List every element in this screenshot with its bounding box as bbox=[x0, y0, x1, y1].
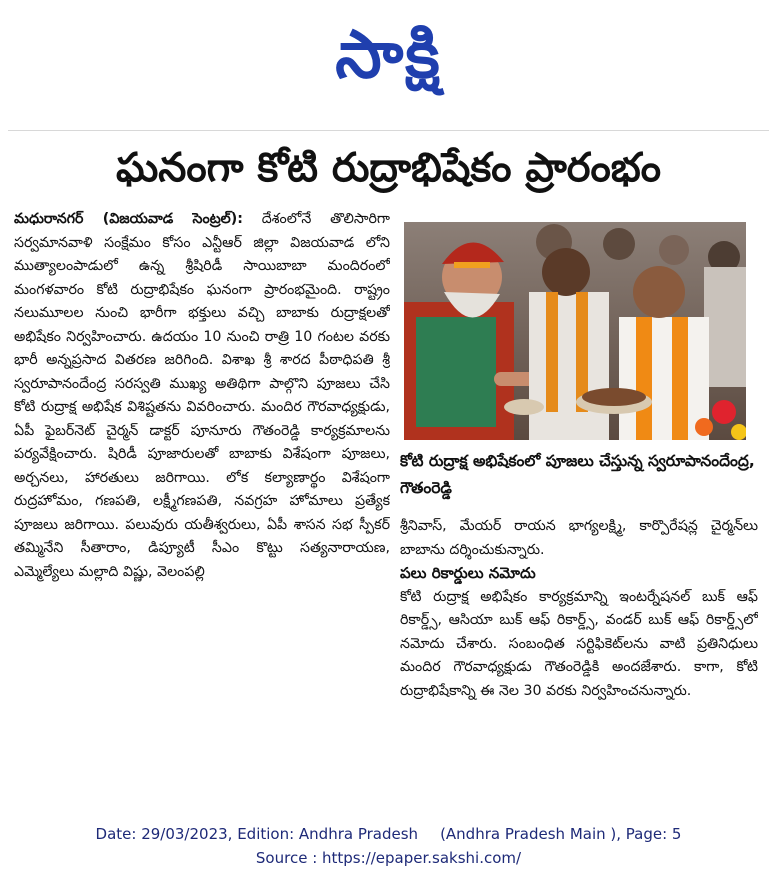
article-dateline: మధురానగర్ (విజయవాడ సెంట్రల్): bbox=[14, 211, 243, 227]
footer-line-1 bbox=[0, 822, 777, 846]
logo-text: సాక్షి bbox=[335, 16, 442, 93]
top-divider bbox=[8, 130, 769, 131]
footer-date-edition: Date: 29/03/2023, Edition: Andhra Pradesh bbox=[95, 825, 419, 843]
article-body-left bbox=[14, 208, 390, 804]
footer-page-info: (Andhra Pradesh Main ), Page: 5 bbox=[440, 825, 682, 843]
article-photo bbox=[404, 222, 746, 440]
article-headline: ఘనంగా కోటి రుద్రాభిషేకం ప్రారంభం bbox=[115, 145, 662, 191]
article-body-right bbox=[400, 515, 758, 805]
masthead-logo bbox=[0, 10, 777, 100]
article-body-right-text-2: కోటి రుద్రాక్ష అభిషేకం కార్యక్రమాన్ని ఇంటర్నేషనల్ బుక్ ఆఫ్ రికార్డ్స్, ఆసియా బుక్ ఆఫ్ రికార్డ్స్, వండర్ బుక్ ఆఫ్ రికార్డ్స్‌లో నమోదు చేశారు. సంబంధిత సర్టిఫికెట్‌లను వాటి ప్రతినిధులు మందిర గౌరవాధ్యక్షుడు గౌతంరెడ్డికి అందజేశారు. కాగా, కోటి రుద్రాభిషేకాన్ని ఈ నెల 30 వరకు నిర్వహించనున్నారు. bbox=[400, 588, 758, 699]
article-subhead: పలు రికార్డులు నమోదు bbox=[400, 564, 536, 582]
footer bbox=[0, 822, 777, 870]
footer-source: Source : https://epaper.sakshi.com/ bbox=[255, 849, 522, 867]
article-body-right-text: శ్రీనివాస్, మేయర్ రాయన భాగ్యలక్ష్మి, కార్పొరేషన్ల చైర్మన్‌లు బాబాను దర్శించుకున్నారు. bbox=[400, 518, 758, 558]
article-body-left-text: దేశంలోనే తొలిసారిగా సర్వమానవాళి సంక్షేమం కోసం ఎన్టీఆర్ జిల్లా విజయవాడ లోని ముత్యాలంపాడులో ఉన్న శ్రీషిరిడీ సాయిబాబా మందిరంలో మంగళవారం కోటి రుద్రాభిషేకం ఘనంగా ప్రారంభమైంది. రాష్ట్రం నలుమూలల నుంచి భారీగా భక్తులు వచ్చి బాబాకు రుద్రాక్షలతో అభిషేకం నిర్వహించారు. ఉదయం 10 నుంచి రాత్రి 10 గంటల వరకు భారీ అన్నప్రసాద వితరణ జరిగింది. విశాఖ శ్రీ శారద పీఠాధిపతి శ్రీ స్వరూపానందేంద్ర సరస్వతి ముఖ్య అతిథిగా పాల్గొని పూజలు చేసి కోటి రుద్రాక్ష అభిషేక విశిష్టతను వివరించారు. మందిర గౌరవాధ్యక్షుడు, ఏపీ ఫైబర్‌నెట్ చైర్మన్ డాక్టర్ పూనూరు గౌతంరెడ్డి కార్యక్రమాలను పర్యవేక్షించారు. షిరిడీ పూజారులతో బాబాకు విశేషంగా పూజలు, అర్చనలు, హారతులు జరిగాయి. లోక కల్యాణార్థం విశేషంగా రుద్రహోమం, గణపతి, లక్ష్మీగణపతి, నవగ్రహ హోమాలు ప్రత్యేక పూజలు జరిగాయి. పలువురు యతీశ్వరులు, ఏపీ శాసన సభ స్పీకర్ తమ్మినేని సీతారాం, డిప్యూటీ సీఎం కొట్టు సత్యనారాయణ, ఎమ్మెల్యేలు మల్లాది విష్ణు, వెలంపల్లి bbox=[14, 211, 390, 580]
photo-caption: కోటి రుద్రాక్ష అభిషేకంలో పూజలు చేస్తున్న స్వరూపానందేంద్ర, గౌతంరెడ్డి bbox=[400, 452, 755, 497]
